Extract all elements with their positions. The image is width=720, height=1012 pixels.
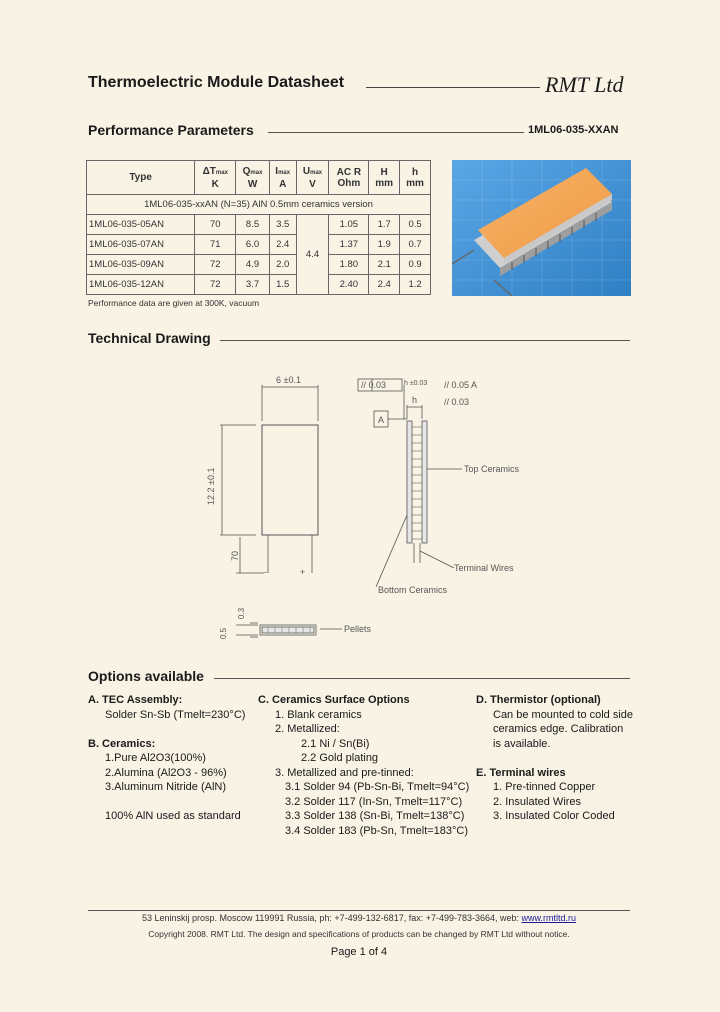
options-column-surface (258, 693, 473, 838)
table-cell: 1.2 (400, 275, 431, 295)
option-item (88, 795, 253, 810)
table-cell: 0.9 (400, 255, 431, 275)
table-cell: 1ML06-035-12AN (87, 275, 195, 295)
option-item: Can be mounted to cold side (493, 708, 634, 721)
terminal-wires-label: Terminal Wires (454, 563, 514, 573)
parallelism-a-label: // 0.05 A (444, 380, 478, 390)
options-column-thermistor-wires (476, 693, 636, 824)
table-group-row (87, 195, 431, 215)
options-title: Options available (88, 668, 204, 684)
table-cell: 6.0 (236, 235, 270, 255)
table-cell: 1ML06-035-05AN (87, 215, 195, 235)
table-cell: 2.4 (369, 275, 400, 295)
table-cell: 1.37 (329, 235, 369, 255)
performance-divider (268, 132, 524, 133)
column-header: h mm (400, 161, 431, 195)
table-cell: 3.7 (236, 275, 270, 295)
table-body (87, 195, 431, 295)
pellets-label: Pellets (344, 624, 372, 634)
technical-divider (220, 340, 630, 341)
group-label: 1ML06-035-xxAN (N=35) AlN 0.5mm ceramics version (87, 195, 431, 215)
width-dimension-label: 6 ±0.1 (276, 375, 301, 385)
option-heading: C. Ceramics Surface Options (258, 694, 410, 706)
option-item: 3.Aluminum Nitride (AlN) (105, 781, 227, 793)
option-item: ceramics edge. Calibration (493, 723, 624, 735)
performance-title: Performance Parameters (88, 122, 254, 138)
table-cell: 1.7 (369, 215, 400, 235)
table-cell: 2.0 (269, 255, 296, 275)
performance-note: Performance data are given at 300K, vacuum (88, 298, 260, 308)
table-header-row (87, 161, 431, 195)
column-header: Qmax W (236, 161, 270, 195)
option-heading: B. Ceramics: (88, 737, 156, 750)
table-row (87, 255, 431, 275)
option-item: 3.4 Solder 183 (Pb-Sn, Tmelt=183°C) (285, 824, 469, 837)
footer-divider (88, 910, 630, 911)
document-title: Thermoelectric Module Datasheet (88, 74, 345, 91)
module-photo (452, 160, 631, 296)
option-item: 1. Blank ceramics (275, 708, 362, 721)
wire-dimension-label: 70 (230, 550, 240, 561)
option-item: 2.Alumina (Al2O3 - 96%) (105, 766, 227, 779)
option-item (476, 751, 636, 766)
column-header: Umax V (296, 161, 329, 195)
pellet-rows (412, 427, 422, 539)
table-cell: 72 (195, 275, 236, 295)
option-item: 2.1 Ni / Sn(Bi) (301, 737, 370, 750)
performance-table (86, 160, 431, 295)
option-item: is available. (493, 737, 551, 750)
table-row (87, 235, 431, 255)
dim-05-label: 0.5 (219, 627, 228, 639)
table-cell: 70 (195, 215, 236, 235)
brand-logo: RMT Ltd (545, 72, 624, 97)
option-heading: E. Terminal wires (476, 766, 566, 779)
option-item: 2. Insulated Wires (493, 795, 582, 808)
option-item: 2. Metallized: (275, 723, 340, 735)
plus-terminal-label: + (300, 567, 306, 577)
table-cell: 4.9 (236, 255, 270, 275)
column-header: Imax A (269, 161, 296, 195)
table-cell: 71 (195, 235, 236, 255)
options-divider (214, 678, 630, 679)
table-cell: 2.40 (329, 275, 369, 295)
footer-copyright: Copyright 2008. RMT Ltd. The design and specifications of products can be changed by RMT Ltd without notice. (148, 929, 570, 939)
column-header: ΔTmax K (195, 161, 236, 195)
table-cell: 1.05 (329, 215, 369, 235)
table-cell: 0.5 (400, 215, 431, 235)
h-tolerance-label: h ±0.03 (404, 380, 428, 387)
table-cell: 2.4 (269, 235, 296, 255)
flatness-label: // 0.03 (361, 380, 387, 390)
minus-terminal-label: - (264, 567, 267, 577)
h-dimension-label: h (412, 395, 418, 405)
dim-03-label: 0.3 (237, 607, 246, 619)
title-divider (366, 87, 540, 88)
table-cell: 1ML06-035-07AN (87, 235, 195, 255)
bottom-ceramics-plate (422, 421, 427, 543)
table-cell: 72 (195, 255, 236, 275)
top-ceramics-label: Top Ceramics (464, 464, 520, 474)
technical-title: Technical Drawing (88, 330, 211, 346)
umax-cell: 4.4 (296, 215, 329, 295)
table-cell: 8.5 (236, 215, 270, 235)
table-row (87, 215, 431, 235)
table-cell: 3.5 (269, 215, 296, 235)
column-header: AC R Ohm (329, 161, 369, 195)
technical-drawing (200, 365, 540, 645)
table-cell: 1ML06-035-09AN (87, 255, 195, 275)
table-cell: 2.1 (369, 255, 400, 275)
option-item: 3. Insulated Color Coded (493, 810, 615, 822)
page-number: Page 1 of 4 (330, 946, 388, 958)
table-cell: 0.7 (400, 235, 431, 255)
table-cell: 1.80 (329, 255, 369, 275)
model-code: 1ML06-035-XXAN (528, 124, 619, 136)
table-cell: 1.9 (369, 235, 400, 255)
website-link[interactable]: www.rmtltd.ru (521, 913, 577, 923)
module-front-view (262, 425, 318, 535)
top-ceramics-plate (407, 421, 412, 543)
option-item: 1.Pure Al2O3(100%) (105, 752, 206, 764)
options-column-assembly-ceramics (88, 693, 253, 824)
column-header: H mm (369, 161, 400, 195)
option-item: 1. Pre-tinned Copper (493, 781, 596, 793)
option-item: 100% AlN used as standard (105, 810, 241, 822)
footer-address-text: 53 Leninskij prosp. Moscow 119991 Russia, ph: +7-499-132-6817, fax: +7-499-783-3664, web: (141, 913, 522, 923)
length-dimension-label: 12.2 ±0.1 (206, 467, 216, 505)
option-heading: D. Thermistor (optional) (476, 694, 601, 706)
column-header: Type (87, 161, 195, 195)
parallelism-b-label: // 0.03 (444, 397, 470, 407)
option-item: 3. Metallized and pre-tinned: (275, 766, 414, 779)
option-item: 3.2 Solder 117 (In-Sn, Tmelt=117°C) (285, 795, 463, 808)
option-item: 2.2 Gold plating (301, 752, 379, 764)
option-heading: A. TEC Assembly: (88, 694, 183, 706)
option-item (88, 722, 253, 737)
option-item: 3.1 Solder 94 (Pb-Sn-Bi, Tmelt=94°C) (285, 781, 470, 793)
table-cell: 1.5 (269, 275, 296, 295)
option-item: Solder Sn-Sb (Tmelt=230°C) (105, 708, 246, 721)
footer-address (88, 913, 630, 923)
option-item: 3.3 Solder 138 (Sn-Bi, Tmelt=138°C) (285, 810, 465, 822)
table-row (87, 275, 431, 295)
bottom-ceramics-label: Bottom Ceramics (378, 585, 448, 595)
datum-label: A (378, 415, 385, 425)
